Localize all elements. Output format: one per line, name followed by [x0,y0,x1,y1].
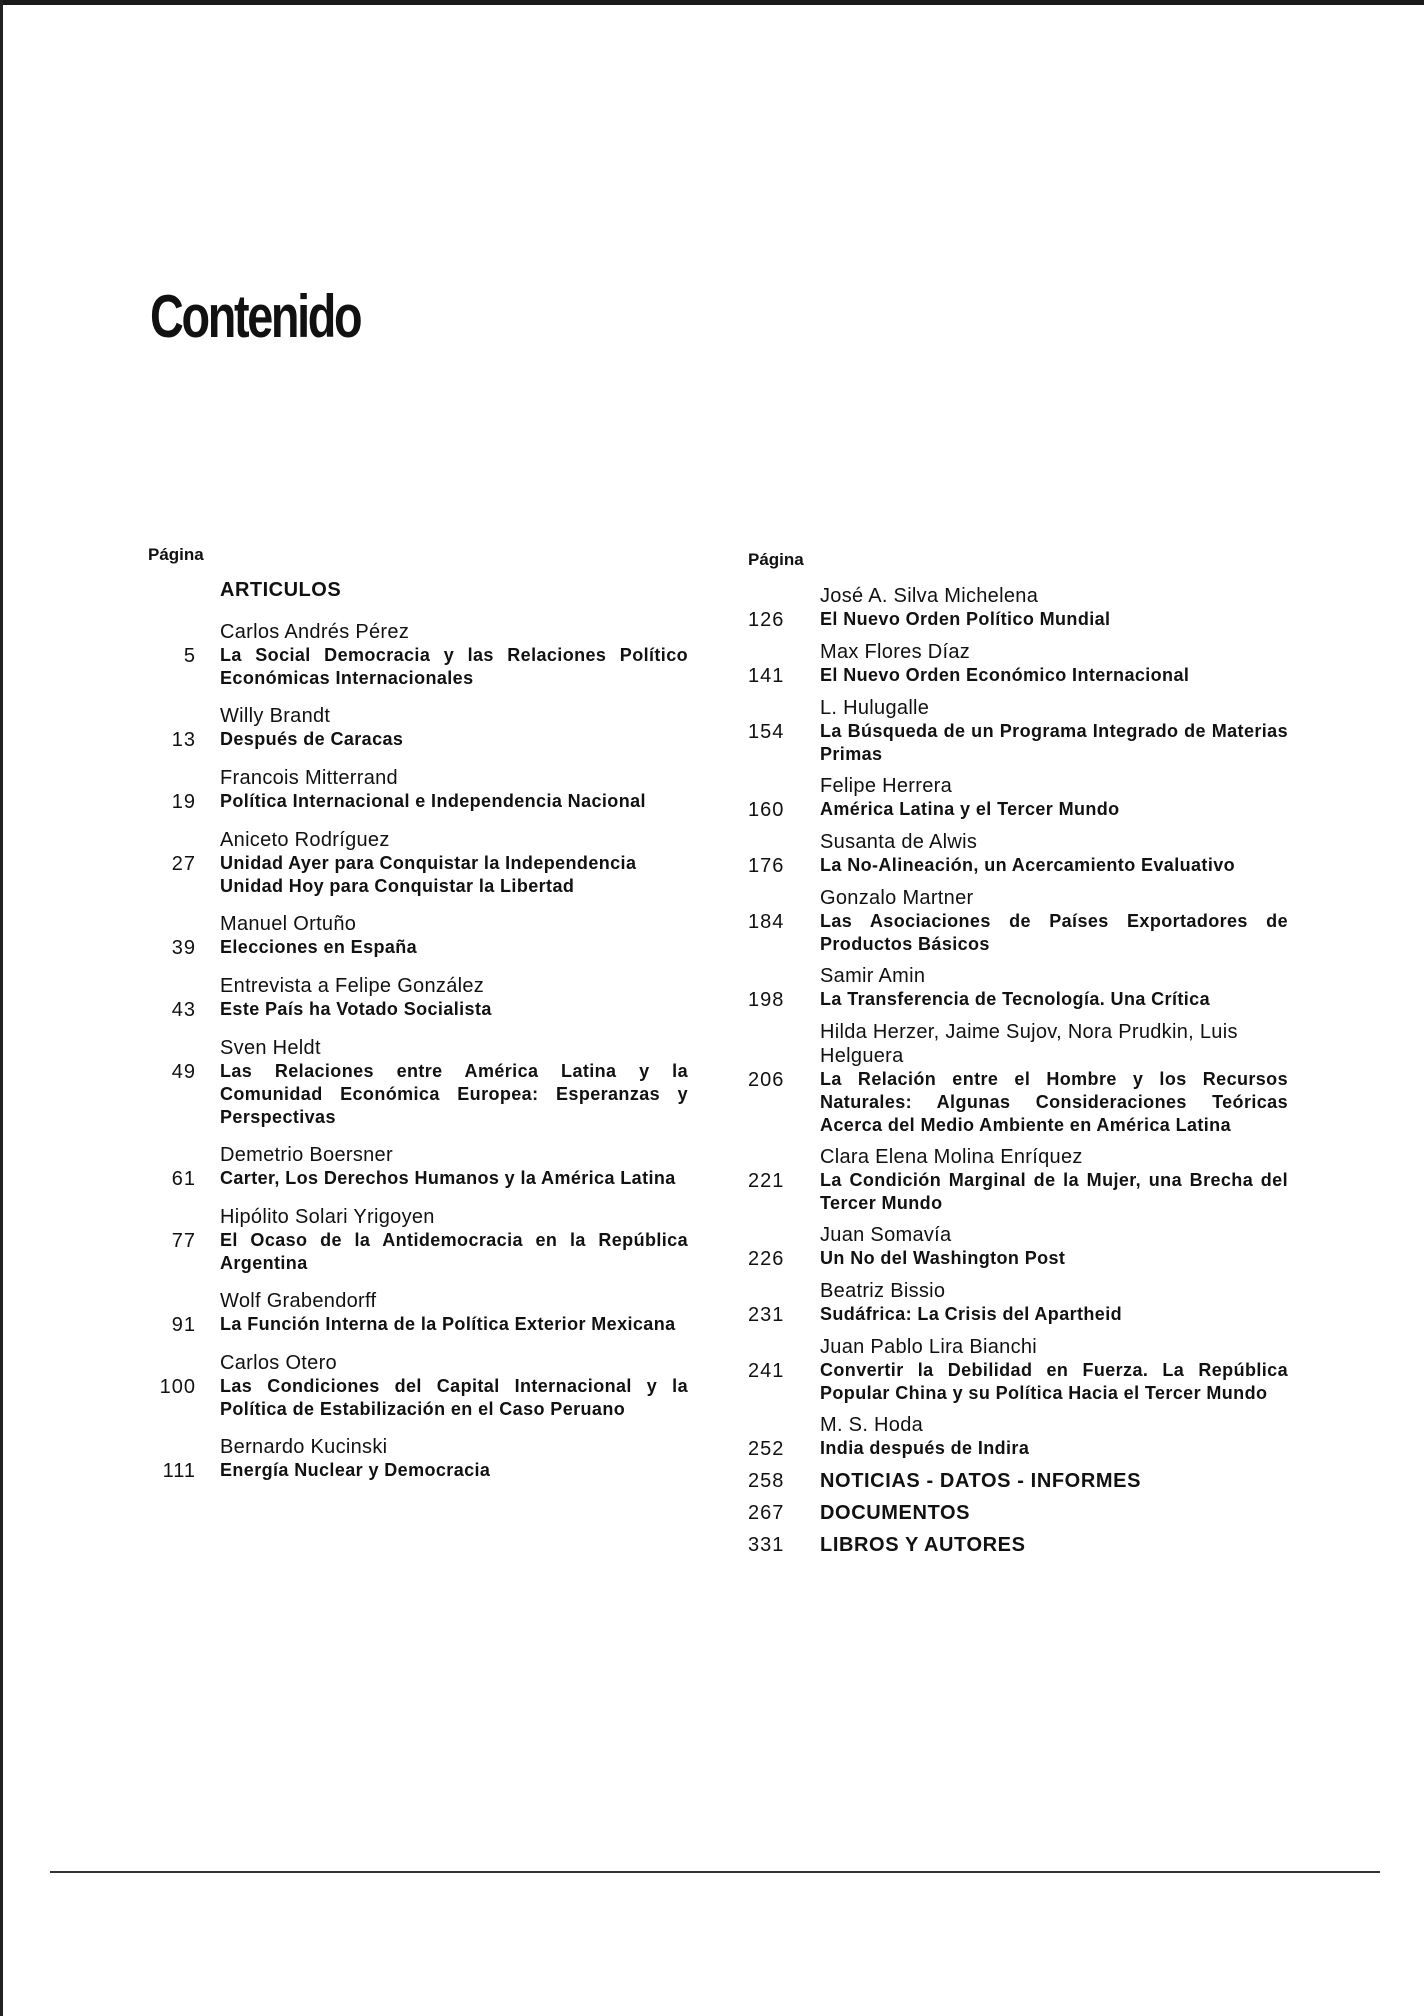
bottom-rule [50,1871,1380,1873]
toc-left-column [148,545,688,1497]
entry-row [148,852,688,898]
entry-title [820,664,1288,688]
section-page-number: 267 [748,1502,785,1524]
entry-title-text: Las Asociaciones de Países Exportadores de Productos Básicos [820,911,1288,954]
entry-title-text: La Relación entre el Hombre y los Recursos Naturales: Algunas Consideraciones Teóricas Acerca del Medio Ambiente en América Latina [820,1069,1288,1135]
entry-page-number: 226 [748,1248,785,1270]
entry-page-number: 221 [748,1170,785,1192]
entry-page-number: 252 [748,1438,785,1460]
entry-author: Wolf Grabendorff [220,1290,377,1312]
toc-entry [148,1435,688,1483]
entry-row [748,664,1288,688]
entry-page-number: 91 [171,1314,196,1336]
toc-entry [148,974,688,1022]
entry-title [820,988,1288,1012]
entry-title-text: Unidad Hoy para Conquistar la Libertad [220,876,575,896]
entry-title [220,936,688,960]
entry-author: Juan Pablo Lira Bianchi [820,1336,1038,1358]
entry-page-number: 19 [171,791,196,813]
entry-title-text: Convertir la Debilidad en Fuerza. La República Popular China y su Política Hacia el Tercer Mundo [820,1360,1288,1403]
entry-title [220,728,688,752]
entry-row [748,910,1288,956]
entry-author: Sven Heldt [220,1037,321,1059]
entry-row [148,1313,688,1337]
entry-title [220,1060,688,1129]
entry-title-text: Un No del Washington Post [820,1248,1066,1268]
entry-title-text: Este País ha Votado Socialista [220,999,492,1019]
entry-page-number: 154 [748,721,785,743]
toc-entry [748,640,1288,688]
entry-author: Carlos Otero [220,1352,337,1374]
toc-entry [148,704,688,752]
entry-row [748,1359,1288,1405]
entry-title [820,1437,1288,1461]
section-page-number: 258 [748,1470,785,1492]
entry-title-text: La Social Democracia y las Relaciones Político Económicas Internacionales [220,645,688,688]
entry-author: José A. Silva Michelena [820,585,1039,607]
entry-title-text: Sudáfrica: La Crisis del Apartheid [820,1304,1123,1324]
entry-author: Susanta de Alwis [820,831,978,853]
entry-author: M. S. Hoda [820,1414,924,1436]
entry-author: Bernardo Kucinski [220,1436,388,1458]
entry-page-number: 198 [748,989,785,1011]
toc-entry [148,828,688,898]
entry-page-number: 43 [171,999,196,1021]
entry-page-number: 141 [748,665,785,687]
toc-entry [748,886,1288,956]
entry-title [220,644,688,690]
entry-author: Beatriz Bissio [820,1280,946,1302]
entry-row [748,608,1288,632]
toc-entry [148,1205,688,1275]
entry-page-number: 241 [748,1360,785,1382]
entry-title [820,1169,1288,1215]
entry-row [148,936,688,960]
entry-title [220,1229,688,1275]
entry-row [148,1459,688,1483]
entry-page-number: 184 [748,911,785,933]
toc-entry [748,1335,1288,1405]
toc-entry [748,1020,1288,1137]
entry-author: Aniceto Rodríguez [220,829,390,851]
entry-title-text: El Nuevo Orden Político Mundial [820,609,1111,629]
toc-right-column [748,550,1288,1565]
entry-title-text: Carter, Los Derechos Humanos y la América Latina [220,1168,676,1188]
entry-row [748,1247,1288,1271]
entry-title [820,720,1288,766]
entry-author: Felipe Herrera [820,775,953,797]
toc-sections [748,1469,1288,1557]
entry-row [148,728,688,752]
toc-entry [148,912,688,960]
entry-title [220,998,688,1022]
entry-row [748,1068,1288,1137]
toc-entry [748,830,1288,878]
toc-entry [748,1145,1288,1215]
entry-title-text: La Transferencia de Tecnología. Una Crítica [820,989,1210,1009]
entry-author: Manuel Ortuño [220,913,357,935]
toc-entry [148,1351,688,1421]
entry-title [220,1459,688,1483]
entry-author: Clara Elena Molina Enríquez [820,1146,1083,1168]
entry-page-number: 126 [748,609,785,631]
entry-page-number: 5 [183,645,196,667]
entry-page-number: 39 [171,937,196,959]
toc-entry [148,1289,688,1337]
entry-title [820,1303,1288,1327]
entry-row [748,854,1288,878]
entry-title-text: India después de Indira [820,1438,1030,1458]
entry-row [748,1169,1288,1215]
entry-page-number: 100 [159,1376,196,1398]
toc-section-row [748,1533,1288,1557]
entry-page-number: 176 [748,855,785,877]
entry-page-number: 111 [162,1460,196,1482]
entry-title-text: La Función Interna de la Política Exterior Mexicana [220,1314,676,1334]
entry-title-text: Las Condiciones del Capital Internacional y la Política de Estabilización en el Caso Peruano [220,1376,688,1419]
section-title: LIBROS Y AUTORES [820,1534,1026,1556]
entry-title-text: Elecciones en España [220,937,418,957]
entry-title-text: Unidad Ayer para Conquistar la Independencia [220,853,637,873]
toc-entry [148,766,688,814]
entry-author: Carlos Andrés Pérez [220,621,410,643]
toc-entry [748,1223,1288,1271]
top-border [0,0,1424,5]
entry-row [148,1375,688,1421]
pagina-label: Página [748,550,804,569]
entry-title [820,854,1288,878]
toc-entry [148,1036,688,1129]
entry-title [820,1068,1288,1137]
entry-title-text: La Condición Marginal de la Mujer, una Brecha del Tercer Mundo [820,1170,1288,1213]
toc-section-row [748,1501,1288,1525]
entry-title-text: Después de Caracas [220,729,404,749]
toc-entries [148,620,688,1483]
entry-title [820,798,1288,822]
section-title: NOTICIAS - DATOS - INFORMES [820,1470,1142,1492]
entry-row [148,1229,688,1275]
entry-title [220,1167,688,1191]
toc-entries [748,584,1288,1461]
entry-page-number: 13 [171,729,196,751]
entry-title-text: América Latina y el Tercer Mundo [820,799,1120,819]
entry-title [820,608,1288,632]
entry-title [820,1359,1288,1405]
toc-section-row [748,1469,1288,1493]
entry-title-text: La No-Alineación, un Acercamiento Evaluativo [820,855,1236,875]
entry-page-number: 231 [748,1304,785,1326]
entry-author: Hilda Herzer, Jaime Sujov, Nora Prudkin, Luis Helguera [820,1021,1238,1067]
toc-entry [148,620,688,690]
entry-row [148,998,688,1022]
entry-page-number: 77 [171,1230,196,1252]
entry-row [148,644,688,690]
toc-entry [148,1143,688,1191]
entry-title-text: El Nuevo Orden Económico Internacional [820,665,1190,685]
entry-row [748,798,1288,822]
entry-author: Samir Amin [820,965,926,987]
section-heading-articulos: ARTICULOS [220,579,342,601]
entry-title-text: Energía Nuclear y Democracia [220,1460,491,1480]
entry-title [820,910,1288,956]
entry-page-number: 206 [748,1069,785,1091]
entry-row [748,1303,1288,1327]
entry-row [148,1060,688,1129]
entry-row [148,1167,688,1191]
entry-author: Hipólito Solari Yrigoyen [220,1206,435,1228]
toc-entry [748,696,1288,766]
entry-author: Max Flores Díaz [820,641,971,663]
entry-page-number: 49 [171,1061,196,1083]
entry-author: Juan Somavía [820,1224,952,1246]
toc-entry [748,1279,1288,1327]
entry-title [220,852,688,898]
entry-author: Demetrio Boersner [220,1144,393,1166]
toc-entry [748,964,1288,1012]
page-title: Contenido [150,283,361,350]
entry-page-number: 160 [748,799,785,821]
entry-author: Francois Mitterrand [220,767,398,789]
entry-title [220,1375,688,1421]
section-page-number: 331 [748,1534,785,1556]
entry-page-number: 61 [171,1168,196,1190]
toc-entry [748,774,1288,822]
toc-entry [748,584,1288,632]
entry-author: Entrevista a Felipe González [220,975,485,997]
entry-row [748,988,1288,1012]
left-border [0,0,3,2016]
entry-title-text: La Búsqueda de un Programa Integrado de Materias Primas [820,721,1288,764]
entry-page-number: 27 [171,853,196,875]
entry-row [748,1437,1288,1461]
entry-author: Gonzalo Martner [820,887,974,909]
entry-title-text: Las Relaciones entre América Latina y la Comunidad Económica Europea: Esperanzas y Perspectivas [220,1061,688,1127]
entry-title-text: Política Internacional e Independencia Nacional [220,791,646,811]
entry-author: Willy Brandt [220,705,331,727]
entry-title [220,1313,688,1337]
entry-row [148,790,688,814]
entry-title [220,790,688,814]
section-title: DOCUMENTOS [820,1502,971,1524]
entry-title-text: El Ocaso de la Antidemocracia en la República Argentina [220,1230,688,1273]
pagina-label: Página [148,545,204,564]
entry-row [748,720,1288,766]
entry-author: L. Hulugalle [820,697,930,719]
entry-title [820,1247,1288,1271]
toc-entry [748,1413,1288,1461]
